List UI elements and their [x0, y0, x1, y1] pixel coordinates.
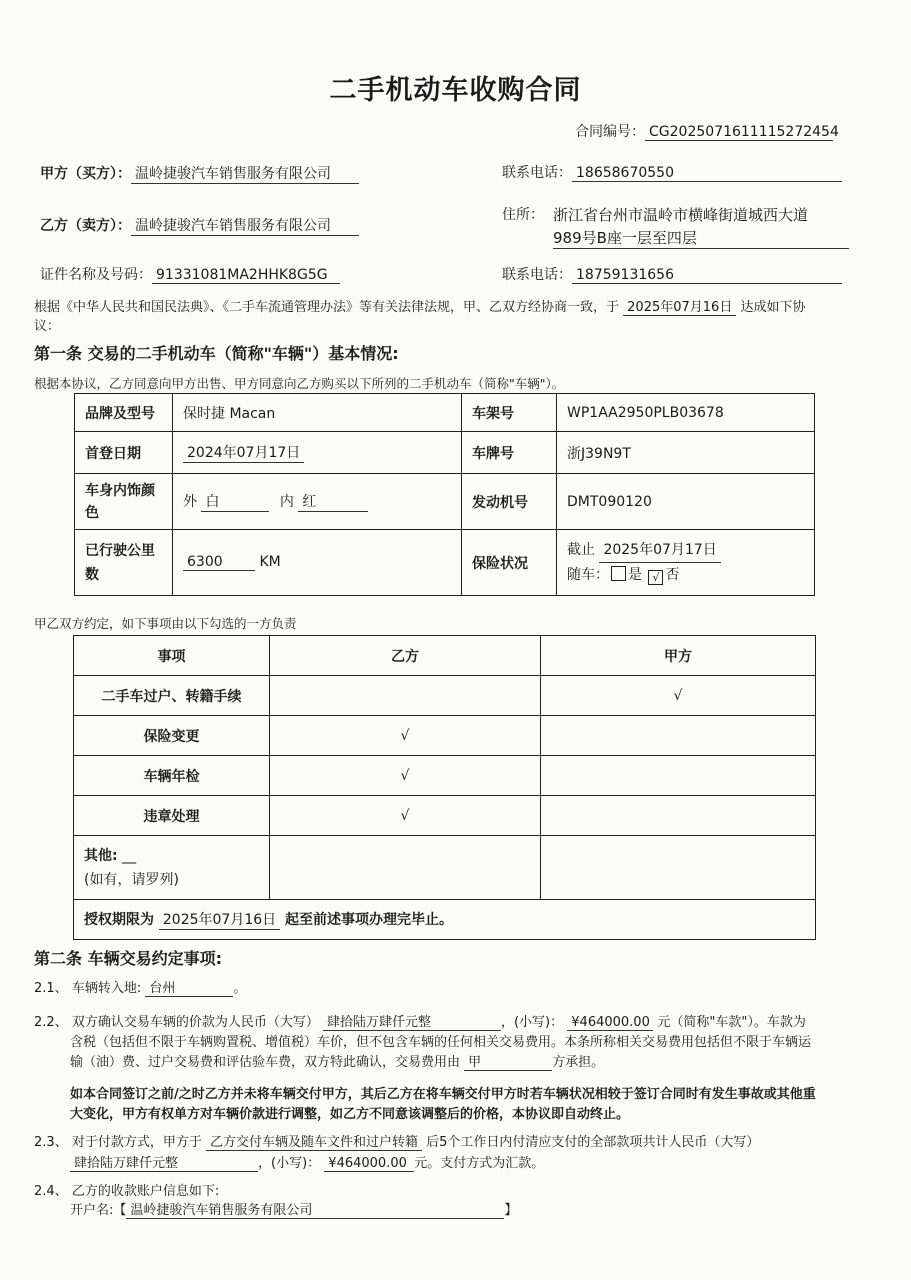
brand-label: 品牌及型号: [75, 394, 173, 432]
resp-other-a: [541, 836, 816, 900]
resp-b-mark: [270, 676, 541, 716]
auth-period-cell: [74, 900, 816, 940]
insurance-date: 2025年07月17日: [599, 538, 720, 563]
clause-2-1-label: 车辆转入地:: [71, 981, 142, 996]
insurance-prefix: 截止: [567, 542, 595, 558]
party-b-label: 乙方（卖方）：: [40, 218, 131, 234]
vehicle-table: [74, 393, 815, 596]
article2-title: 第二条 车辆交易约定事项:: [34, 949, 222, 968]
resp-item: 二手车过户、转籍手续: [74, 676, 270, 716]
resp-other-b: [270, 836, 541, 900]
clause-2-3-line1: [34, 1131, 759, 1151]
clause-2-4-label: 乙方的收款账户信息如下:: [71, 1184, 220, 1199]
clause-2-3-text-d: 元。支付方式为汇款。: [414, 1156, 545, 1171]
resp-other-label: 其他:: [84, 847, 118, 864]
preamble-date: 2025年07月16日: [623, 296, 736, 316]
preamble-text: 根据《中华人民共和国民法典》、《二手车流通管理办法》等有关法律法规，甲、乙双方经协商一致，于: [34, 300, 620, 315]
mileage-unit: KM: [259, 554, 281, 570]
mileage-label-line2: 数: [85, 566, 99, 583]
resp-other-cell: [74, 836, 270, 900]
preamble-line2: 议：: [34, 319, 61, 334]
resp-a-mark: √: [541, 676, 816, 716]
clause-2-1-end: 。: [233, 981, 247, 996]
plate-label: 车牌号: [462, 432, 557, 474]
reg-date-cell: [173, 432, 462, 474]
insurance-cell: [557, 530, 815, 596]
follow-yes-checkbox[interactable]: [611, 566, 626, 581]
clause-2-2-payer: 甲: [464, 1051, 552, 1071]
account-name: 温岭捷骏汽车销售服务有限公司: [126, 1199, 504, 1219]
follow-no-label: 否: [665, 567, 680, 583]
resp-other-value: __: [122, 847, 137, 864]
color-label-line2: 色: [85, 504, 99, 521]
engine-label: 发动机号: [462, 474, 557, 530]
resp-item: 违章处理: [74, 796, 270, 836]
brand-value: 保时捷 Macan: [173, 394, 462, 432]
clause-2-2-amount-upper: 肆拾陆万肆仟元整: [323, 1011, 501, 1031]
reg-date-value: 2024年07月17日: [183, 442, 304, 463]
id-phone-label: 联系电话：: [502, 267, 572, 283]
account-row: [70, 1199, 517, 1219]
party-b-row: [40, 215, 359, 236]
plate-value: 浙J39N9T: [557, 432, 815, 474]
follow-no-checkbox[interactable]: √: [648, 570, 663, 585]
clause-2-1-num: 2.1、: [34, 981, 68, 996]
vin-value: WP1AA2950PLB03678: [557, 394, 815, 432]
party-a-phone: 18658670550: [572, 165, 842, 182]
resp-header-a: 甲方: [541, 636, 816, 676]
table-row: [74, 716, 816, 756]
clause-2-3-condition: 乙方交付车辆及随车文件和过户转籍: [206, 1131, 422, 1151]
clause-2-3-text-b: 后5个工作日内付清应支付的全部款项共计人民币（大写）: [426, 1135, 760, 1150]
party-a-row: [40, 163, 359, 184]
resp-other-note: (如有，请罗列): [84, 871, 179, 888]
insurance-label: 保险状况: [462, 530, 557, 596]
engine-value: DMT090120: [557, 474, 815, 530]
exterior-color: 白: [201, 491, 269, 512]
article1-title: 第一条 交易的二手机动车（简称"车辆"）基本情况:: [34, 344, 399, 363]
mileage-cell: [173, 530, 462, 596]
auth-date: 2025年07月16日: [159, 909, 280, 930]
mileage-label-line1: 已行驶公里: [85, 542, 155, 559]
clause-2-3-num: 2.3、: [34, 1135, 68, 1150]
table-row: [74, 796, 816, 836]
clause-2-3-line2: [70, 1152, 544, 1172]
resp-item: 车辆年检: [74, 756, 270, 796]
clause-2-3-text-c: ，(小写)：: [258, 1156, 321, 1171]
resp-b-mark: √: [270, 796, 541, 836]
mileage-label: [75, 530, 173, 596]
account-label: 开户名:: [70, 1203, 114, 1218]
party-a-phone-label: 联系电话：: [502, 165, 572, 181]
interior-color: 红: [298, 491, 368, 512]
contract-number-value: CG2025071611115272454: [645, 124, 833, 141]
page-title: 二手机动车收购合同: [329, 75, 582, 106]
color-label: [75, 474, 173, 530]
follow-yes-label: 是: [628, 567, 642, 583]
exterior-prefix: 外: [183, 494, 197, 510]
clause-2-2-text-e: 方承担。: [552, 1055, 605, 1070]
clause-2-1-value: 台州: [145, 977, 233, 997]
resp-intro: 甲乙双方约定，如下事项由以下勾选的一方负责: [34, 616, 297, 631]
resp-header-item: 事项: [74, 636, 270, 676]
id-row: [40, 264, 340, 284]
color-cell: [173, 474, 462, 530]
preamble-text-2: 达成如下协: [740, 300, 806, 315]
adjustment-line2: 大变化，甲方有权单方对车辆价款进行调整，如乙方不同意该调整后的价格，本协议即自动终止。: [70, 1107, 630, 1122]
id-value: 91331081MA2HHK8G5G: [152, 267, 340, 284]
table-row: [74, 756, 816, 796]
account-bracket-open: 【: [113, 1203, 127, 1218]
clause-2-2-amount-lower: ¥464000.00: [567, 1015, 653, 1031]
clause-2-1: [34, 977, 246, 997]
resp-a-mark: [541, 756, 816, 796]
resp-header-b: 乙方: [270, 636, 541, 676]
resp-b-mark: √: [270, 716, 541, 756]
resp-b-mark: √: [270, 756, 541, 796]
resp-item: 保险变更: [74, 716, 270, 756]
clause-2-3-amount-upper: 肆拾陆万肆仟元整: [70, 1152, 258, 1172]
id-phone-row: [502, 264, 842, 284]
party-b-address-line1: 浙江省台州市温岭市横峰街道城西大道: [553, 206, 809, 224]
clause-2-2-num: 2.2、: [34, 1015, 68, 1030]
auth-suffix: 起至前述事项办理完毕止。: [285, 912, 454, 928]
resp-a-mark: [541, 716, 816, 756]
responsibility-table: [73, 635, 816, 940]
clause-2-2-line3: [70, 1051, 604, 1071]
contract-number-label: 合同编号：: [575, 124, 645, 140]
resp-a-mark: [541, 796, 816, 836]
clause-2-2-line2: 含税（包括但不限于车辆购置税、增值税）车价，但不包含车辆的任何相关交易费用。本条所称相关交易费用包括但不限于车辆运: [70, 1035, 812, 1050]
contract-number: [575, 121, 839, 141]
clause-2-2-text-d: 输（油）费、过户交易费和评估验车费，双方特此确认，交易费用由: [70, 1055, 461, 1070]
preamble-line1: [34, 296, 805, 316]
clause-2-3-text: 对于付款方式，甲方于: [71, 1135, 202, 1150]
id-label: 证件名称及号码：: [40, 267, 152, 283]
id-phone: 18759131656: [572, 267, 842, 284]
interior-prefix: 内: [279, 494, 294, 510]
reg-date-label: 首登日期: [75, 432, 173, 474]
clause-2-4-num: 2.4、: [34, 1184, 68, 1199]
party-b-address-line2: 989号B座一层至四层: [553, 227, 849, 249]
clause-2-2-text-b: ，(小写)：: [500, 1015, 564, 1030]
account-bracket-close: 】: [504, 1203, 518, 1218]
table-row: [74, 676, 816, 716]
mileage-value: 6300: [183, 554, 255, 571]
article1-intro: 根据本协议，乙方同意向甲方出售、甲方同意向乙方购买以下所列的二手机动车（简称"车辆"）。: [34, 376, 565, 391]
party-a-phone-row: [502, 162, 842, 182]
clause-2-2-line1: [34, 1011, 806, 1031]
auth-prefix: 授权期限为: [84, 912, 154, 928]
vin-label: 车架号: [462, 394, 557, 432]
clause-2-2-text: 双方确认交易车辆的价款为人民币（大写）: [71, 1015, 319, 1030]
clause-2-3-amount-lower: ¥464000.00: [324, 1156, 414, 1172]
adjustment-line1: 如本合同签订之前/之时乙方并未将车辆交付甲方，其后乙方在将车辆交付甲方时若车辆状况相较于签订合同时有发生事故或其他重: [70, 1087, 816, 1102]
follow-label: 随车：: [567, 567, 609, 583]
color-label-line1: 车身内饰颜: [85, 482, 155, 499]
clause-2-4: [34, 1180, 219, 1199]
party-b-value: 温岭捷骏汽车销售服务有限公司: [131, 215, 359, 236]
party-a-label: 甲方（买方）：: [40, 166, 131, 182]
party-a-value: 温岭捷骏汽车销售服务有限公司: [131, 163, 359, 184]
clause-2-2-text-c: 元（简称"车款"）。车款为: [657, 1015, 806, 1030]
party-b-address-label: 住所：: [502, 207, 544, 223]
